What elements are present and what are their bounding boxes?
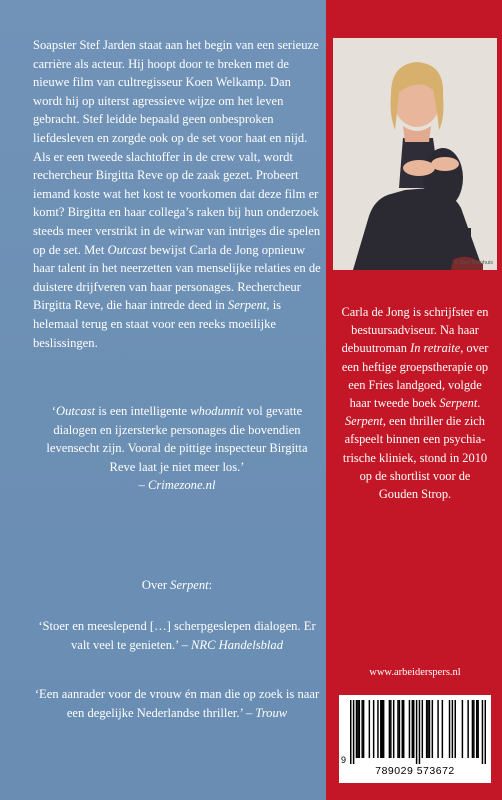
- barcode-bar: [397, 700, 398, 758]
- barcode-bar: [359, 700, 360, 758]
- barcode-bar: [422, 700, 423, 758]
- quote-open-mark: ‘: [51, 404, 56, 418]
- review-quote-crimezone: [33, 402, 321, 495]
- quote-text: ‘Een aanrader voor de vrouw én man die op zoek is naar een degelijke Nederlandse thriller.’: [34, 687, 320, 720]
- barcode-bar: [390, 700, 391, 758]
- barcode-bar: [427, 700, 428, 758]
- barcode-bar: [389, 700, 390, 758]
- barcode-bar: [361, 700, 362, 758]
- barcode-bar: [426, 700, 427, 758]
- barcode-lead-digit: 9: [341, 755, 347, 765]
- over-prefix: Over: [141, 578, 171, 592]
- barcode-bar: [452, 700, 453, 758]
- barcode-bar: [403, 700, 404, 758]
- quote-source: – Crimezone.nl: [138, 478, 216, 493]
- publisher-url: www.arbeiderspers.nl: [369, 667, 461, 678]
- barcode-digits: 789029 573672: [375, 765, 455, 777]
- quote-emphasis: whodunnit: [190, 404, 244, 418]
- bio-segment-1: In retraite: [410, 341, 461, 356]
- barcode-bar: [449, 700, 450, 758]
- barcode-bar: [462, 700, 463, 758]
- synopsis-segment-2: bewijst Carla de Jong opnieuw haar talent in het neerzetten van menselijke relaties en de duistere drijfveren van haar personages. Rechercheur Birgitta Reve, die haar intrede deed in: [33, 242, 321, 313]
- barcode-bar: [473, 700, 474, 758]
- barcode-bar: [356, 700, 357, 758]
- barcode-bar: [485, 700, 486, 764]
- barcode-bar: [353, 700, 354, 764]
- barcode-bar: [409, 700, 410, 758]
- barcode-bar: [357, 700, 358, 758]
- synopsis-segment-0: Soapster Stef Jarden staat aan het begin van een serieuze carrière als acteur. Hij hoopt door te breken met de nieuwe film van cultregisseur Koen Welkamp. Dan wordt hij op uiterst agressieve wijze om het leven gebracht. Stef leidde bepaald geen onbesproken liefdesleven en zorgde ook op de set voor haat en nijd. Als er een tweede slachtoffer in de crew valt, wordt rechercheur Birgitta Reve op de zaak gezet. Probeert iemand koste wat het kost te voorkomen dat deze film er komt? Birgitta en haar collega’s raken bij hun onderzoek steeds meer verstrikt in de wirwar van intriges die spelen op de set. Met: [33, 38, 321, 257]
- isbn-barcode: [339, 695, 491, 783]
- review-quote-trouw: [33, 685, 321, 722]
- barcode-bar: [399, 700, 400, 758]
- barcode-bar: [429, 700, 430, 758]
- barcode-bar: [412, 700, 413, 758]
- author-bio: [340, 303, 490, 503]
- barcode-bar: [476, 700, 477, 758]
- synopsis-paragraph: [33, 36, 321, 352]
- quote-source: – Trouw: [245, 705, 288, 720]
- over-title: Serpent: [170, 578, 209, 592]
- bio-segment-6: , een thriller die zich afspeelt binnen een psychiatrische kliniek, stond in 2010 op de shortlist voor de Gouden Strop.: [342, 414, 488, 502]
- barcode-bar: [455, 700, 456, 758]
- barcode-bar: [350, 700, 351, 764]
- review-quote-nrc: [33, 617, 321, 654]
- photo-credit: © Bert Nienhuis: [454, 260, 493, 266]
- barcode-bar: [437, 700, 438, 758]
- barcode-bar: [381, 700, 382, 758]
- barcode-bar: [373, 700, 374, 758]
- synopsis-segment-3: Serpent: [227, 298, 267, 313]
- barcode-bar: [482, 700, 483, 764]
- quote-text-part: is een intelligente: [95, 404, 191, 418]
- barcode-bar: [477, 700, 478, 758]
- barcode-bar: [393, 700, 394, 758]
- barcode-bar: [383, 700, 384, 758]
- synopsis-segment-1: Outcast: [107, 242, 147, 257]
- bio-segment-4: .: [477, 396, 481, 411]
- barcode-bar: [380, 700, 381, 758]
- barcode-bar: [402, 700, 403, 758]
- author-photo: [333, 38, 497, 270]
- barcode-bar: [377, 700, 378, 758]
- bio-segment-5: Serpent: [344, 414, 383, 429]
- barcode-bar: [416, 700, 417, 764]
- quote-text: ‘Stoer en meeslepend […] scherpgeslepen dialogen. Er valt veel te genieten.’: [38, 619, 316, 652]
- barcode-bar: [369, 700, 370, 758]
- bio-segment-3: Serpent: [439, 396, 478, 411]
- quote-book-title: Outcast: [55, 404, 96, 418]
- over-serpent-heading: [33, 576, 321, 595]
- barcode-bar: [413, 700, 414, 758]
- bio-segment-2: , over een heftige groepstherapie op een Fries landgoed, volgde haar tweede boek: [341, 341, 489, 411]
- author-portrait-illustration: [333, 38, 497, 270]
- quote-text-rest: vol gevatte dialogen en ijzersterke personages die bovendien levensecht zijn. Vooral de pittige inspecteur Birgitta Reve laat je niet meer los.’: [46, 404, 308, 474]
- barcode-bar: [467, 700, 468, 758]
- over-suffix: :: [208, 578, 213, 592]
- barcode-bar: [432, 700, 433, 758]
- synopsis-segment-4: , is helemaal terug en staat voor een reeks moeilijke beslissingen.: [33, 298, 282, 350]
- quote-source: – NRC Handelsblad: [181, 637, 284, 652]
- synopsis-text: [33, 36, 321, 352]
- barcode-bar: [363, 700, 364, 758]
- barcode-bars: [350, 700, 486, 764]
- bio-segment-0: Carla de Jong is schrijfster en bestuursadviseur. Na haar debuutroman: [341, 305, 489, 356]
- barcode-bar: [419, 700, 420, 764]
- barcode-bar: [442, 700, 443, 758]
- barcode-bar: [472, 700, 473, 758]
